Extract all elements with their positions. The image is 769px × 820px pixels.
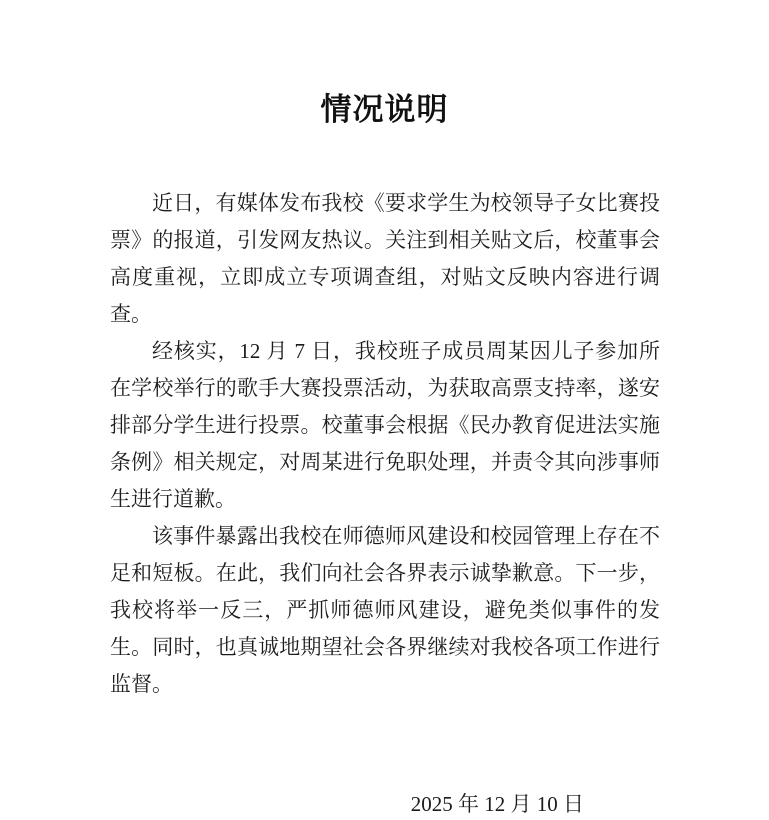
paragraph-media-report: 近日，有媒体发布我校《要求学生为校领导子女比赛投票》的报道，引发网友热议。关注到相关贴文后，校董事会高度重视，立即成立专项调查组，对贴文反映内容进行调查。 [110,191,660,326]
paragraph-investigation-result: 经核实，12 月 7 日，我校班子成员周某因儿子参加所在学校举行的歌手大赛投票活动，为获取高票支持率，遂安排部分学生进行投票。校董事会根据《民办教育促进法实施条例》相关规定，对周某进行免职处理，并责令其向涉事师生进行道歉。 [110,339,660,511]
document-date: 2025 年 12 月 10 日 [410,792,584,816]
paragraph-apology: 该事件暴露出我校在师德师风建设和校园管理上存在不足和短板。在此，我们向社会各界表示诚挚歉意。下一步，我校将举一反三，严抓师德师风建设，避免类似事件的发生。同时，也真诚地期望社会各界继续对我校各项工作进行监督。 [110,524,660,696]
document-title: 情况说明 [320,92,449,127]
document-body [0,130,769,703]
